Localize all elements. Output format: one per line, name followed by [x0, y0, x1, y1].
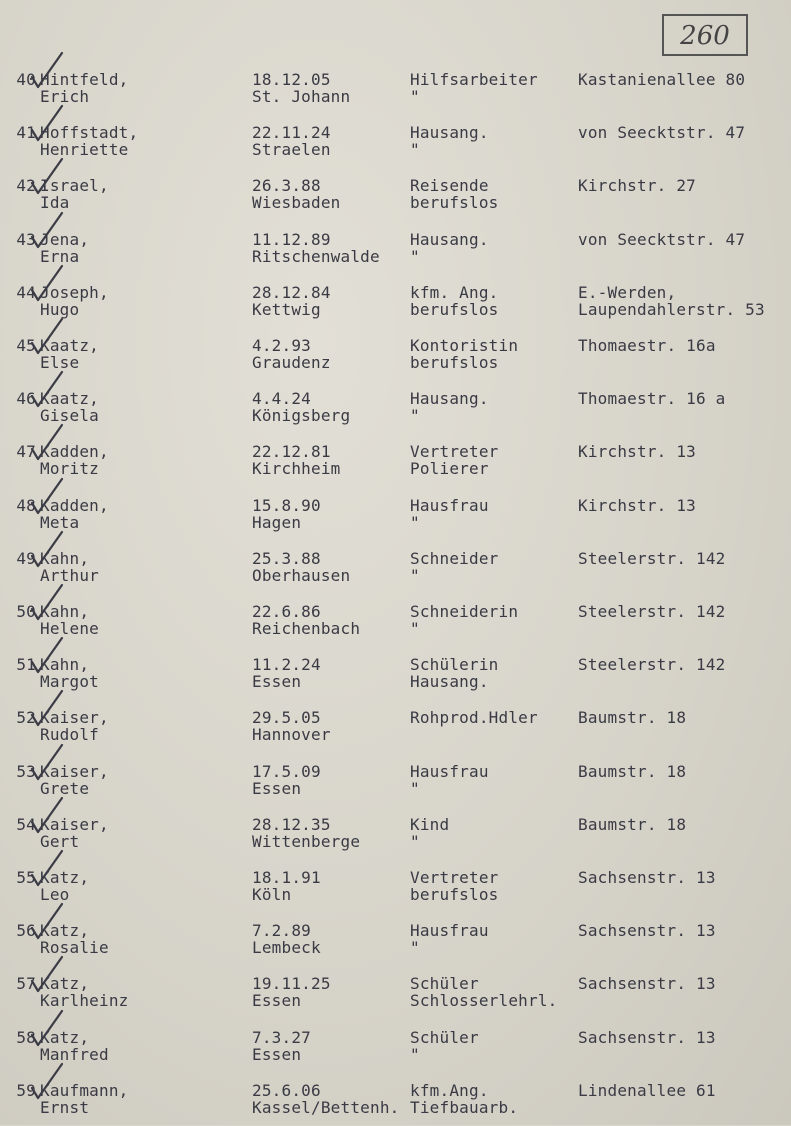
surname: Hintfeld,	[40, 70, 129, 89]
check-mark-icon	[26, 370, 66, 410]
entry-number: 54	[16, 814, 36, 834]
address: Sachsenstr. 13	[578, 974, 716, 994]
check-mark-icon	[26, 423, 66, 463]
given-name: Henriette	[40, 140, 129, 160]
birth-date: 29.5.05	[252, 708, 321, 728]
birth-place: Graudenz	[252, 353, 331, 372]
occupation-secondary: Schlosserlehrl.	[410, 991, 558, 1011]
entry-number: 56	[16, 921, 36, 941]
birth-place: Königsberg	[252, 406, 351, 426]
list-item	[0, 1082, 791, 1126]
birth-date: 22.12.81	[252, 442, 331, 462]
list-item	[0, 975, 791, 1019]
birth-place: Hagen	[252, 512, 302, 532]
entry-number: 57	[16, 974, 36, 994]
address: E.-Werden,	[578, 282, 677, 302]
given-name: Erich	[40, 87, 90, 106]
surname: Katz,	[40, 921, 90, 941]
birth-date: 7.2.89	[252, 921, 311, 941]
given-name: Rosalie	[40, 938, 109, 958]
address: Kirchstr. 13	[578, 495, 696, 515]
entry-number: 49	[16, 548, 36, 568]
birth-place: Kirchheim	[252, 459, 341, 479]
given-name: Ida	[40, 193, 70, 213]
list-item	[0, 231, 791, 275]
occupation: Schneiderin	[410, 602, 519, 621]
given-name: Gert	[40, 831, 80, 851]
given-name: Else	[40, 353, 80, 372]
occupation: Reisende	[410, 176, 489, 196]
address: Lindenallee 61	[578, 1080, 716, 1100]
birth-place: Essen	[252, 778, 302, 798]
given-name: Margot	[40, 672, 99, 692]
given-name: Moritz	[40, 459, 99, 479]
birth-date: 15.8.90	[252, 495, 321, 515]
occupation: Hausfrau	[410, 495, 489, 515]
surname: Hoffstadt,	[40, 123, 139, 143]
birth-place: St. Johann	[252, 87, 351, 106]
birth-date: 4.2.93	[252, 336, 311, 355]
check-mark-icon	[26, 636, 66, 676]
address: Steelerstr. 142	[578, 548, 726, 568]
address: Sachsenstr. 13	[578, 1027, 716, 1047]
occupation: Hausang.	[410, 123, 489, 143]
occupation-secondary: "	[410, 87, 420, 106]
address: Sachsenstr. 13	[578, 868, 716, 887]
birth-date: 25.3.88	[252, 548, 321, 568]
list-item	[0, 869, 791, 913]
check-mark-icon	[26, 689, 66, 729]
given-name: Karlheinz	[40, 991, 129, 1011]
address: Thomaestr. 16a	[578, 336, 716, 355]
address: Kirchstr. 27	[578, 176, 696, 196]
surname: Kaiser,	[40, 814, 109, 834]
surname: Kaatz,	[40, 336, 99, 355]
occupation: Hausang.	[410, 389, 489, 409]
occupation-secondary: "	[410, 831, 420, 851]
check-mark-icon	[26, 849, 66, 889]
entry-number: 42	[16, 176, 36, 196]
check-mark-icon	[26, 796, 66, 836]
given-name: Ernst	[40, 1097, 90, 1117]
birth-place: Kassel/Bettenh.	[252, 1097, 400, 1117]
entry-number: 55	[16, 868, 36, 887]
list-item	[0, 709, 791, 753]
entry-number: 43	[16, 229, 36, 249]
check-mark-icon	[26, 743, 66, 783]
surname: Kaatz,	[40, 389, 99, 409]
surname: Kahn,	[40, 602, 90, 621]
birth-place: Ritschenwalde	[252, 246, 380, 266]
list-item	[0, 390, 791, 434]
birth-date: 28.12.84	[252, 282, 331, 302]
address: Baumstr. 18	[578, 761, 687, 781]
address: Baumstr. 18	[578, 814, 687, 834]
occupation: Hausfrau	[410, 921, 489, 941]
check-mark-icon	[26, 264, 66, 304]
occupation-secondary: Hausang.	[410, 672, 489, 692]
entry-number: 46	[16, 389, 36, 409]
surname: Kaufmann,	[40, 1080, 129, 1100]
birth-date: 18.1.91	[252, 868, 321, 887]
occupation: Schneider	[410, 548, 499, 568]
occupation-secondary: "	[410, 246, 420, 266]
given-name: Gisela	[40, 406, 99, 426]
entry-number: 53	[16, 761, 36, 781]
address-secondary: Laupendahlerstr. 53	[578, 299, 765, 319]
check-mark-icon	[26, 211, 66, 251]
given-name: Grete	[40, 778, 90, 798]
address: von Seecktstr. 47	[578, 123, 746, 143]
list-item	[0, 284, 791, 328]
birth-date: 7.3.27	[252, 1027, 311, 1047]
address: Baumstr. 18	[578, 708, 687, 728]
birth-place: Lembeck	[252, 938, 321, 958]
entry-number: 48	[16, 495, 36, 515]
list-item	[0, 550, 791, 594]
occupation-secondary: "	[410, 778, 420, 798]
given-name: Leo	[40, 885, 70, 904]
check-mark-icon	[26, 104, 66, 144]
list-item	[0, 763, 791, 807]
birth-place: Essen	[252, 672, 302, 692]
birth-place: Essen	[252, 1044, 302, 1064]
entry-number: 50	[16, 602, 36, 621]
entry-number: 44	[16, 282, 36, 302]
address: Kirchstr. 13	[578, 442, 696, 462]
check-mark-icon	[26, 477, 66, 517]
occupation-secondary: berufslos	[410, 193, 499, 213]
given-name: Arthur	[40, 565, 99, 585]
occupation: Vertreter	[410, 868, 499, 887]
occupation: kfm.Ang.	[410, 1080, 489, 1100]
given-name: Manfred	[40, 1044, 109, 1064]
entry-number: 59	[16, 1080, 36, 1100]
address: Steelerstr. 142	[578, 655, 726, 675]
birth-date: 19.11.25	[252, 974, 331, 994]
list-item	[0, 922, 791, 966]
occupation: Schüler	[410, 1027, 479, 1047]
birth-date: 26.3.88	[252, 176, 321, 196]
list-item	[0, 603, 791, 647]
occupation-secondary: "	[410, 938, 420, 958]
given-name: Rudolf	[40, 725, 99, 745]
birth-date: 17.5.09	[252, 761, 321, 781]
surname: Kadden,	[40, 442, 109, 462]
occupation: Hausang.	[410, 229, 489, 249]
list-item	[0, 124, 791, 168]
surname: Kahn,	[40, 548, 90, 568]
birth-place: Kettwig	[252, 299, 321, 319]
occupation: Kontoristin	[410, 336, 519, 355]
check-mark-icon	[26, 530, 66, 570]
birth-date: 22.6.86	[252, 602, 321, 621]
check-mark-icon	[26, 317, 66, 357]
occupation-secondary: "	[410, 1044, 420, 1064]
address: Kastanienallee 80	[578, 70, 746, 89]
birth-place: Essen	[252, 991, 302, 1011]
check-mark-icon	[26, 902, 66, 942]
occupation-secondary: "	[410, 565, 420, 585]
occupation-secondary: "	[410, 406, 420, 426]
address: Thomaestr. 16 a	[578, 389, 726, 409]
birth-place: Reichenbach	[252, 619, 361, 638]
check-mark-icon	[26, 583, 66, 623]
entry-number: 47	[16, 442, 36, 462]
list-item	[0, 656, 791, 700]
surname: Jena,	[40, 229, 90, 249]
occupation-secondary: Polierer	[410, 459, 489, 479]
list-item	[0, 71, 791, 115]
surname: Joseph,	[40, 282, 109, 302]
given-name: Erna	[40, 246, 80, 266]
occupation-secondary: "	[410, 619, 420, 638]
occupation-secondary: berufslos	[410, 353, 499, 372]
birth-date: 28.12.35	[252, 814, 331, 834]
surname: Katz,	[40, 974, 90, 994]
birth-date: 4.4.24	[252, 389, 311, 409]
check-mark-icon	[26, 1009, 66, 1049]
birth-place: Oberhausen	[252, 565, 351, 585]
address: Steelerstr. 142	[578, 602, 726, 621]
list-item	[0, 497, 791, 541]
occupation-secondary: Tiefbauarb.	[410, 1097, 519, 1117]
list-item	[0, 816, 791, 860]
birth-date: 25.6.06	[252, 1080, 321, 1100]
birth-date: 11.12.89	[252, 229, 331, 249]
check-mark-icon	[26, 1062, 66, 1102]
check-mark-icon	[26, 955, 66, 995]
surname: Kadden,	[40, 495, 109, 515]
occupation-secondary: berufslos	[410, 885, 499, 904]
birth-place: Wittenberge	[252, 831, 361, 851]
list-item	[0, 443, 791, 487]
birth-place: Straelen	[252, 140, 331, 160]
occupation: Vertreter	[410, 442, 499, 462]
list-item	[0, 177, 791, 221]
check-mark-icon	[26, 51, 66, 91]
occupation: Schüler	[410, 974, 479, 994]
entry-number: 45	[16, 336, 36, 355]
entry-number: 52	[16, 708, 36, 728]
surname: Kaiser,	[40, 761, 109, 781]
surname: Kahn,	[40, 655, 90, 675]
entry-number: 58	[16, 1027, 36, 1047]
occupation: kfm. Ang.	[410, 282, 499, 302]
occupation: Rohprod.Hdler	[410, 708, 538, 728]
list-item	[0, 337, 791, 381]
occupation: Schülerin	[410, 655, 499, 675]
list-item	[0, 1029, 791, 1073]
occupation: Hilfsarbeiter	[410, 70, 538, 89]
given-name: Helene	[40, 619, 99, 638]
check-mark-icon	[26, 157, 66, 197]
birth-date: 11.2.24	[252, 655, 321, 675]
given-name: Hugo	[40, 299, 80, 319]
entry-number: 40	[16, 70, 36, 89]
surname: Israel,	[40, 176, 109, 196]
birth-place: Hannover	[252, 725, 331, 745]
page-number-box: 260	[662, 14, 748, 56]
birth-date: 22.11.24	[252, 123, 331, 143]
address: von Seecktstr. 47	[578, 229, 746, 249]
surname: Katz,	[40, 868, 90, 887]
given-name: Meta	[40, 512, 80, 532]
occupation: Hausfrau	[410, 761, 489, 781]
birth-date: 18.12.05	[252, 70, 331, 89]
address: Sachsenstr. 13	[578, 921, 716, 941]
occupation-secondary: "	[410, 512, 420, 532]
occupation-secondary: "	[410, 140, 420, 160]
entry-number: 51	[16, 655, 36, 675]
surname: Kaiser,	[40, 708, 109, 728]
occupation-secondary: berufslos	[410, 299, 499, 319]
surname: Katz,	[40, 1027, 90, 1047]
birth-place: Wiesbaden	[252, 193, 341, 213]
occupation: Kind	[410, 814, 450, 834]
entry-number: 41	[16, 123, 36, 143]
birth-place: Köln	[252, 885, 292, 904]
